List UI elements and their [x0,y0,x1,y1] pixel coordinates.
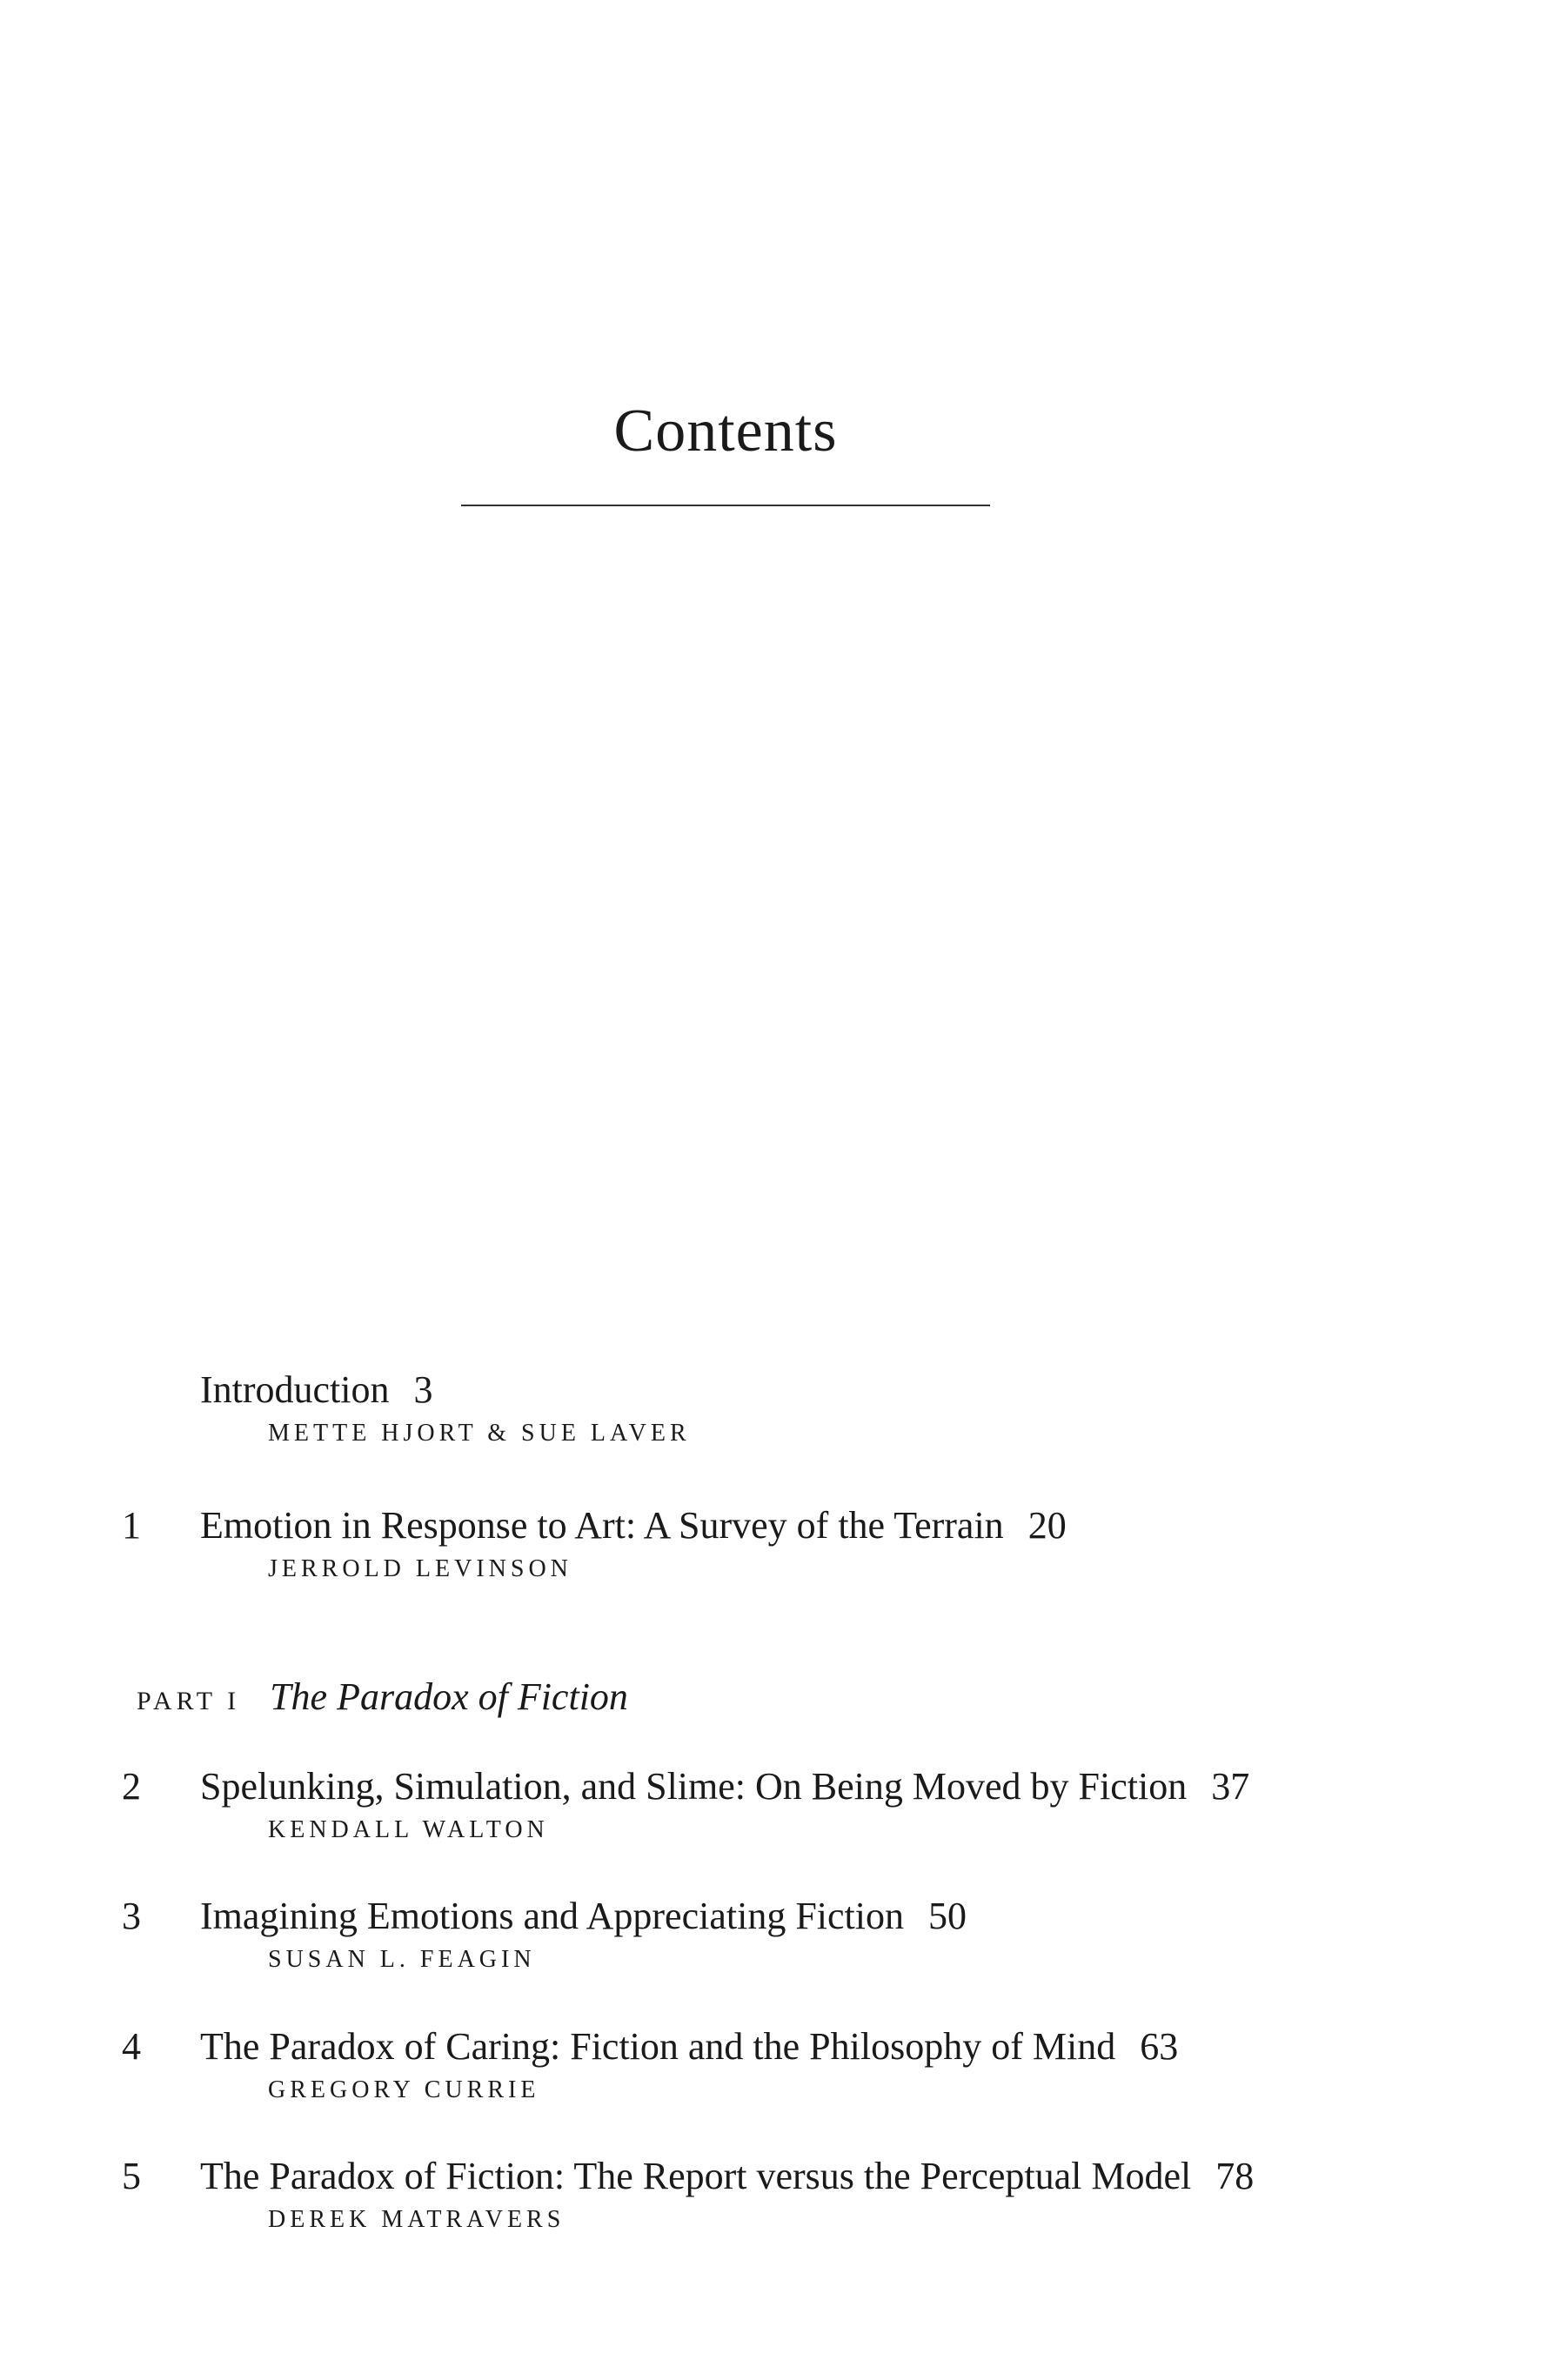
chapter-title[interactable] [200,1894,967,1938]
page-number: 78 [1215,2155,1255,2197]
chapter-title-text: Emotion in Response to Art: A Survey of the Terrain [200,1504,1004,1547]
chapter-number: 2 [122,1765,141,1808]
chapter-number: 4 [122,2025,141,2068]
chapter-author: KENDALL WALTON [268,1816,549,1843]
chapter-title[interactable] [200,2154,1254,2198]
page-number: 3 [413,1368,433,1411]
chapter-number: 1 [122,1504,141,1547]
chapter-author: JERROLD LEVINSON [268,1555,572,1582]
chapter-author: GREGORY CURRIE [268,2076,540,2103]
page-number: 50 [928,1895,967,1937]
part-heading [137,1675,628,1719]
chapter-title-text: Introduction [200,1368,390,1411]
page-title: Contents [613,398,838,465]
chapter-author: SUSAN L. FEAGIN [268,1946,536,1973]
chapter-number: 5 [122,2155,141,2197]
chapter-author: METTE HJORT & SUE LAVER [268,1420,691,1447]
title-rule [461,505,990,506]
chapter-title[interactable] [200,2024,1178,2069]
page-number: 20 [1027,1504,1067,1547]
part-title: The Paradox of Fiction [270,1675,628,1718]
chapter-title-text: Imagining Emotions and Appreciating Fiction [200,1895,904,1937]
chapter-title[interactable] [200,1503,1067,1548]
chapter-title-text: The Paradox of Fiction: The Report versus the Perceptual Model [200,2155,1192,2197]
page-number: 37 [1211,1765,1250,1808]
part-label: PART I [137,1687,241,1715]
chapter-author: DEREK MATRAVERS [268,2206,566,2233]
chapter-title-text: Spelunking, Simulation, and Slime: On Being Moved by Fiction [200,1765,1188,1808]
page-number: 63 [1140,2025,1179,2068]
chapter-title-text: The Paradox of Caring: Fiction and the Philosophy of Mind [200,2025,1116,2068]
chapter-title[interactable] [200,1764,1249,1808]
chapter-number: 3 [122,1895,141,1937]
chapter-title[interactable] [200,1367,433,1412]
